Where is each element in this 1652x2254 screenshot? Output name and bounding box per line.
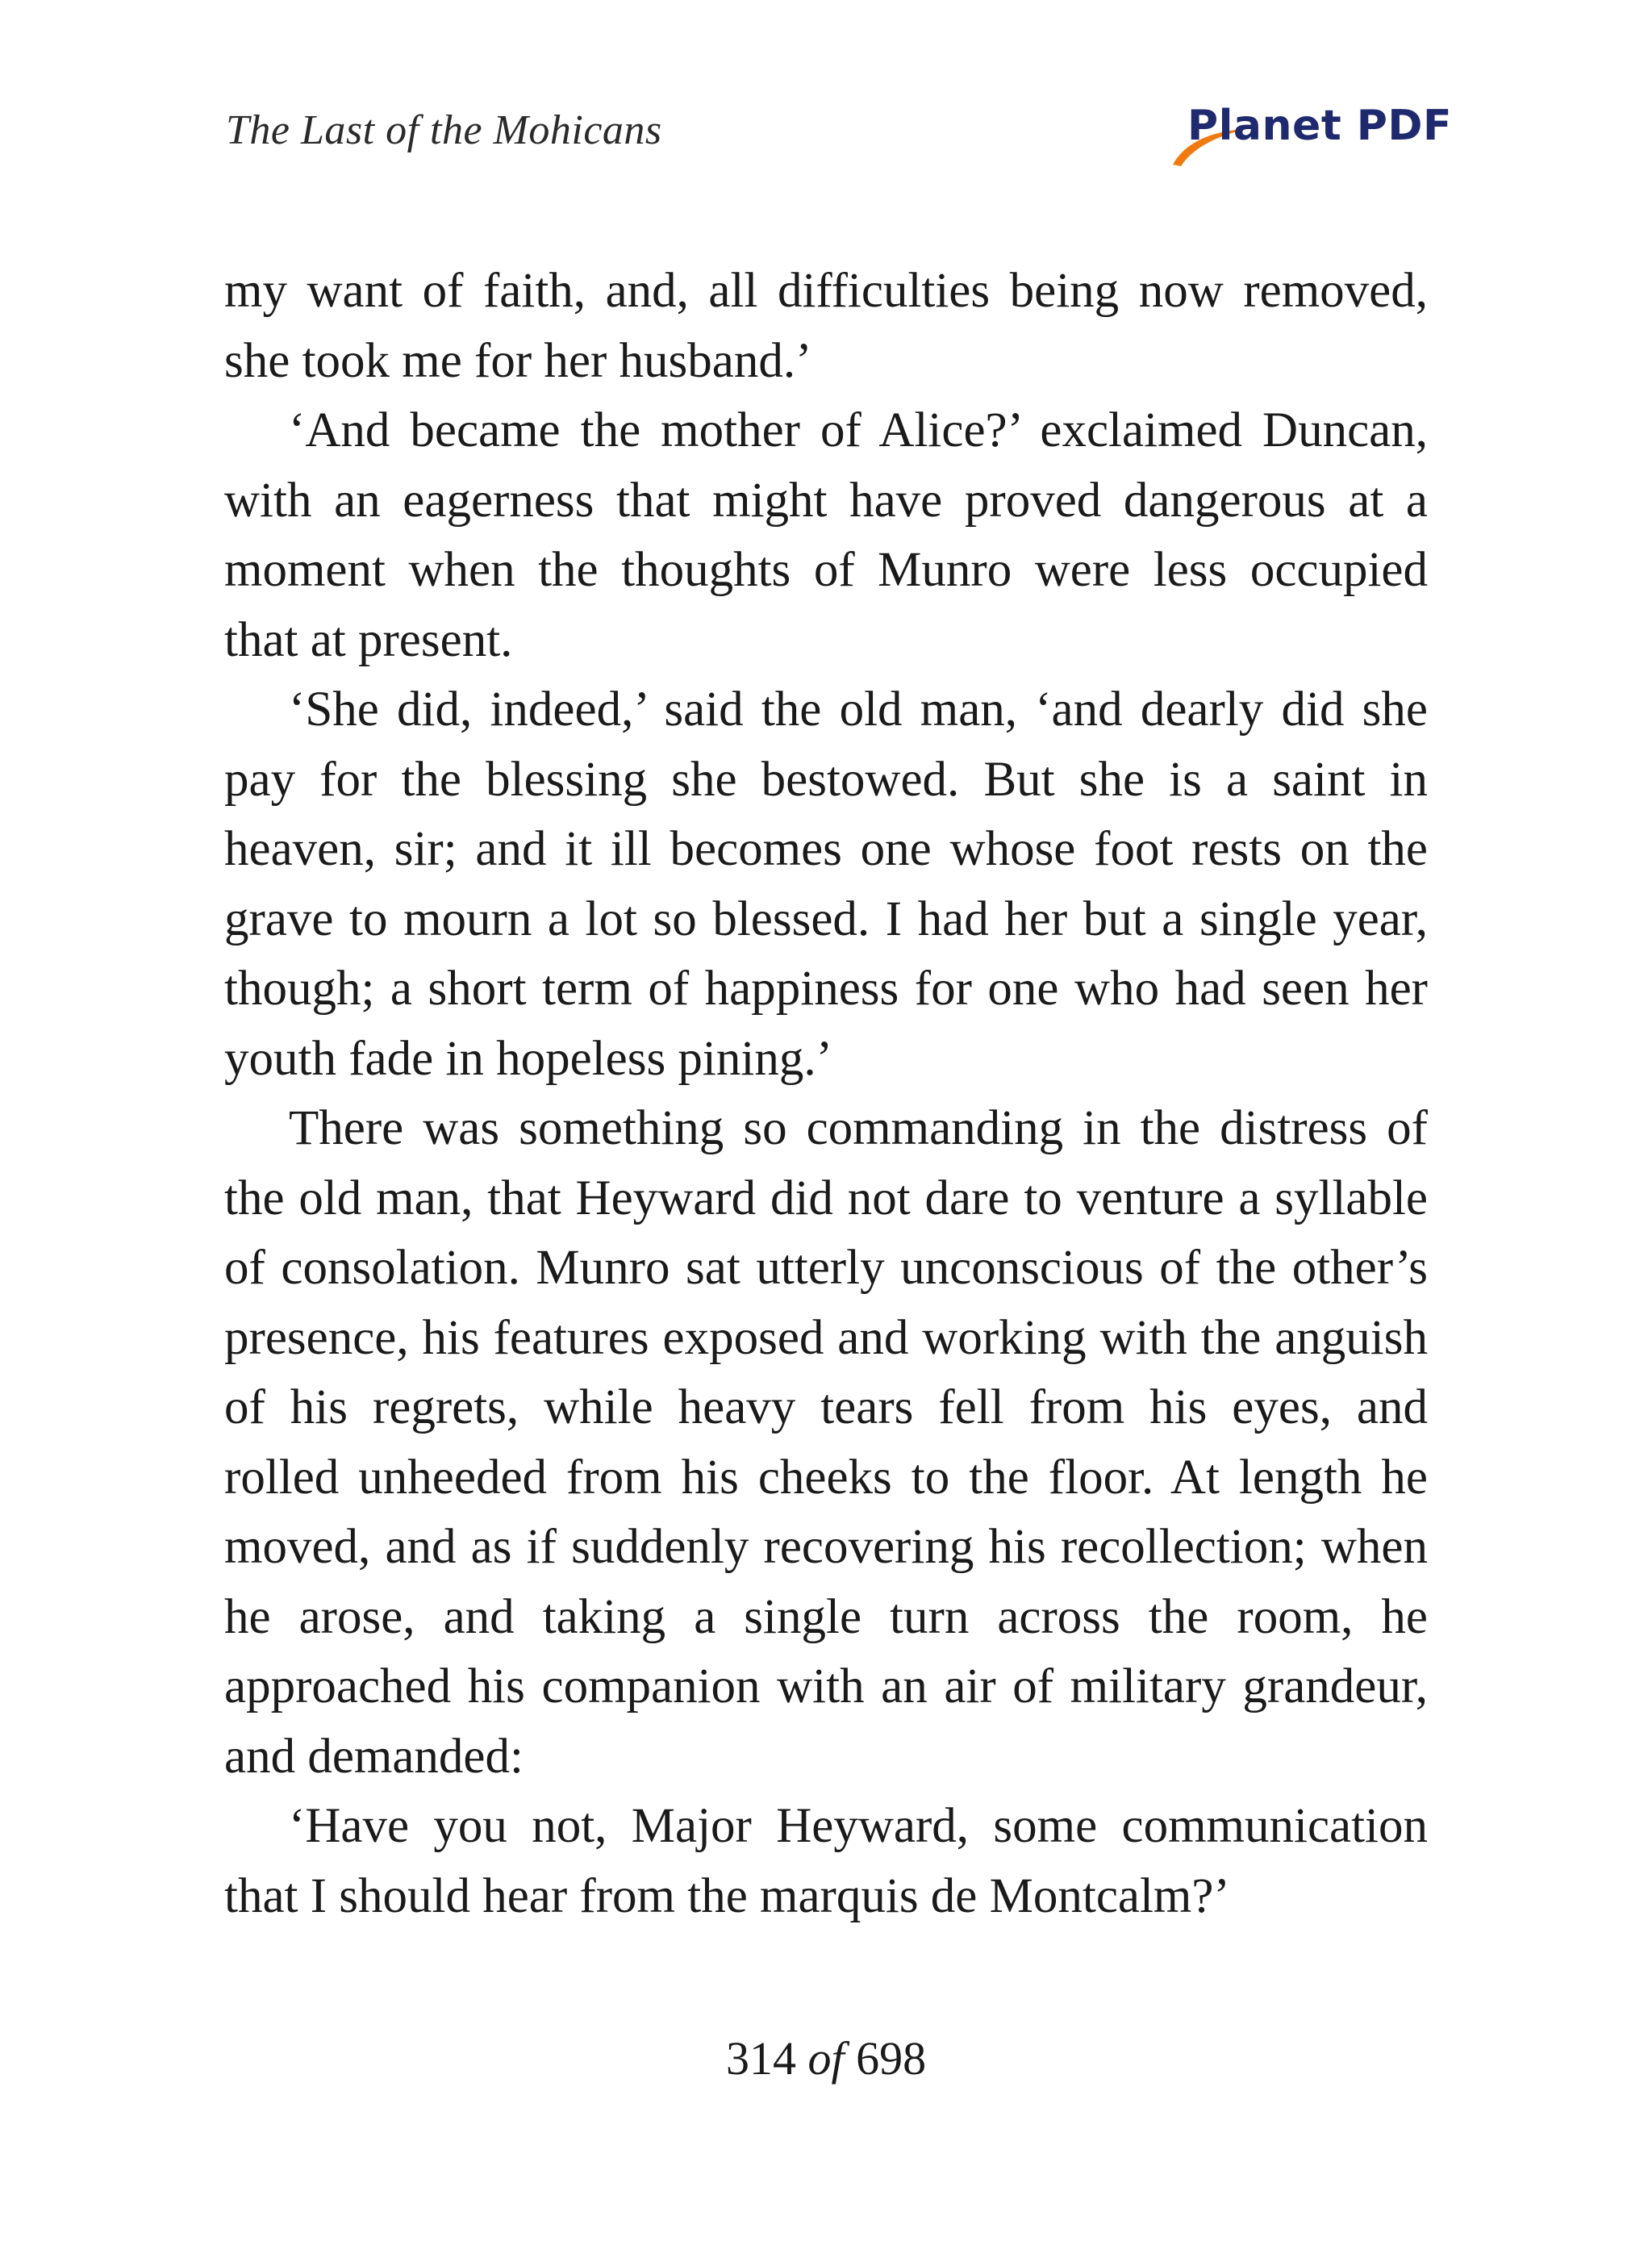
paragraph: There was something so commanding in the distress of the old man, that Heyward did not dare to venture a syllable of consolation. Munro sat utterly unconscious of the other’s presence, his features exposed and working with the anguish of his regrets, while heavy tears fell from his eyes, and rolled unheeded from his cheeks to the floor. At length he moved, and as if suddenly recovering his recollection; when he arose, and taking a single turn across the room, he approached his companion with an air of military grandeur, and demanded: xyxy=(224,1101,1428,1784)
paragraph: ‘And became the mother of Alice?’ exclaimed Duncan, with an eagerness that might have proved dangerous at a moment when the thoughts of Munro were less occupied that at present. xyxy=(224,403,1428,667)
body-text xyxy=(224,257,1428,1931)
current-page-number: 314 xyxy=(725,2032,796,2085)
planet-pdf-logo xyxy=(1170,102,1453,166)
running-header-title: The Last of the Mohicans xyxy=(226,107,662,153)
page-number xyxy=(0,2031,1652,2085)
paragraph-continued: my want of faith, and, all difficulties being now removed, she took me for her husband.’ xyxy=(224,264,1428,388)
paragraph: ‘Have you not, Major Heyward, some communication that I should hear from the marquis de Montcalm?’ xyxy=(224,1799,1428,1923)
page-of-label: of xyxy=(807,2032,845,2085)
logo-text: Planet PDF xyxy=(1187,102,1453,150)
paragraph: ‘She did, indeed,’ said the old man, ‘and dearly did she pay for the blessing she bestowed. But she is a saint in heaven, sir; and it ill becomes one whose foot rests on the grave to mourn a lot so blessed. I had her but a single year, though; a short term of happiness for one who had seen her youth fade in hopeless pining.’ xyxy=(224,682,1428,1086)
total-page-count: 698 xyxy=(856,2032,927,2085)
